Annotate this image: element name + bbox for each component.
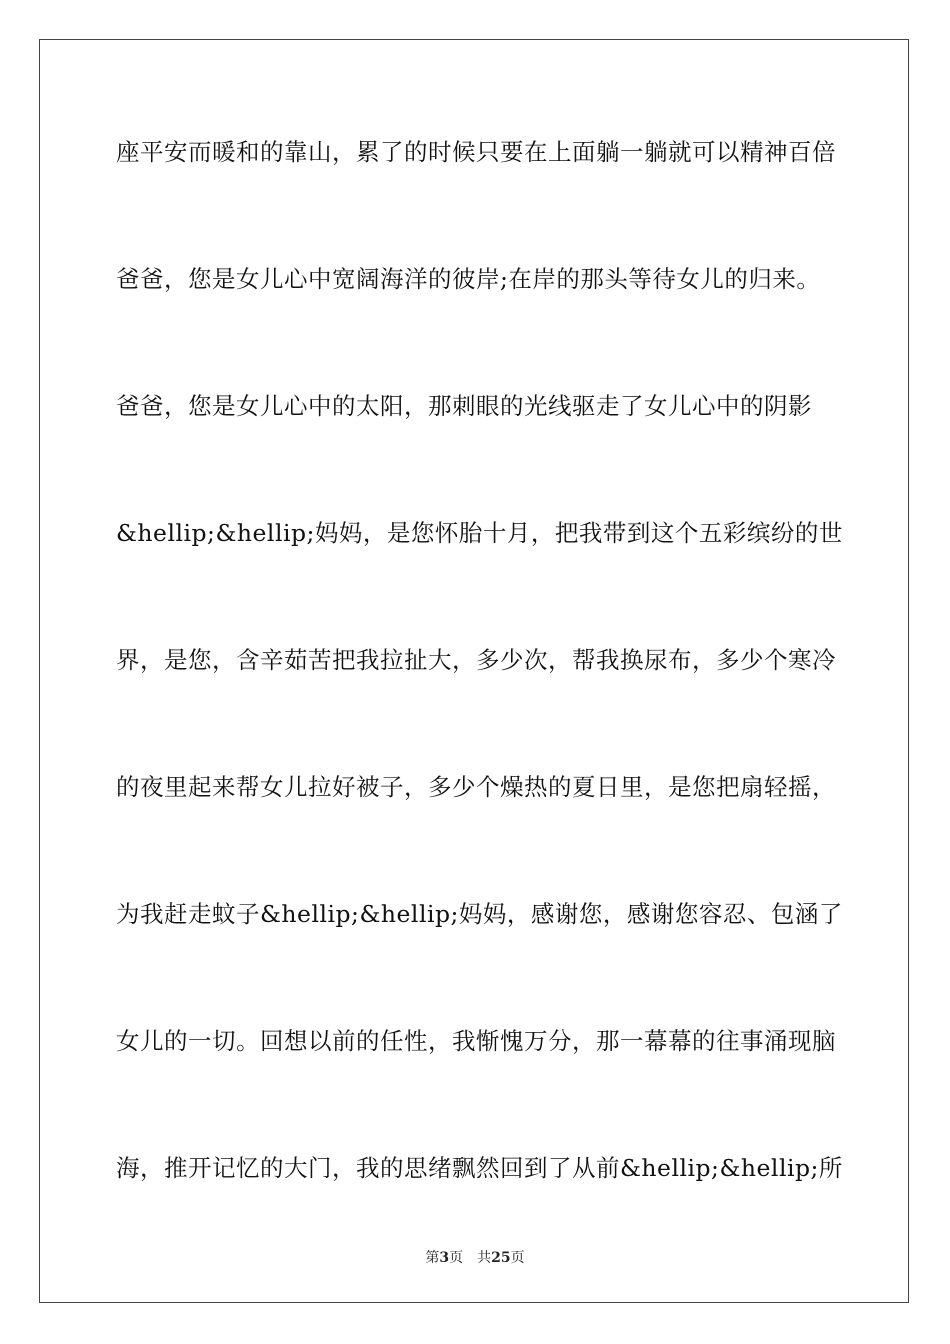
page-label-suffix: 页 bbox=[449, 1250, 464, 1266]
text-line: 海，推开记忆的大门，我的思绪飘然回到了从前&hellip;&hellip;所 bbox=[116, 1154, 843, 1182]
text-line: 为我赶走蚊子&hellip;&hellip;妈妈，感谢您，感谢您容忍、包涵了 bbox=[116, 900, 843, 928]
page-label-prefix: 第 bbox=[425, 1250, 440, 1266]
text-line: 女儿的一切。回想以前的任性，我惭愧万分，那一幕幕的往事涌现脑 bbox=[116, 1027, 836, 1055]
text-line: &hellip;&hellip;妈妈，是您怀胎十月，把我带到这个五彩缤纷的世 bbox=[116, 519, 843, 547]
total-label-prefix: 共 bbox=[477, 1250, 492, 1266]
total-label-suffix: 页 bbox=[510, 1250, 525, 1266]
document-body bbox=[116, 124, 843, 1267]
page-number: 3 bbox=[439, 1250, 450, 1266]
text-line: 座平安而暖和的靠山，累了的时候只要在上面躺一躺就可以精神百倍 bbox=[116, 138, 836, 166]
text-line: 界，是您，含辛茹苦把我拉扯大，多少次，帮我换尿布，多少个寒冷 bbox=[116, 646, 836, 674]
total-pages: 25 bbox=[491, 1250, 511, 1266]
text-line: 的夜里起来帮女儿拉好被子，多少个燥热的夏日里，是您把扇轻摇， bbox=[116, 773, 836, 801]
text-line: 爸爸，您是女儿心中宽阔海洋的彼岸;在岸的那头等待女儿的归来。 bbox=[116, 265, 821, 293]
text-line: 爸爸，您是女儿心中的太阳，那刺眼的光线驱走了女儿心中的阴影 bbox=[116, 392, 812, 420]
page-footer bbox=[0, 1247, 950, 1267]
